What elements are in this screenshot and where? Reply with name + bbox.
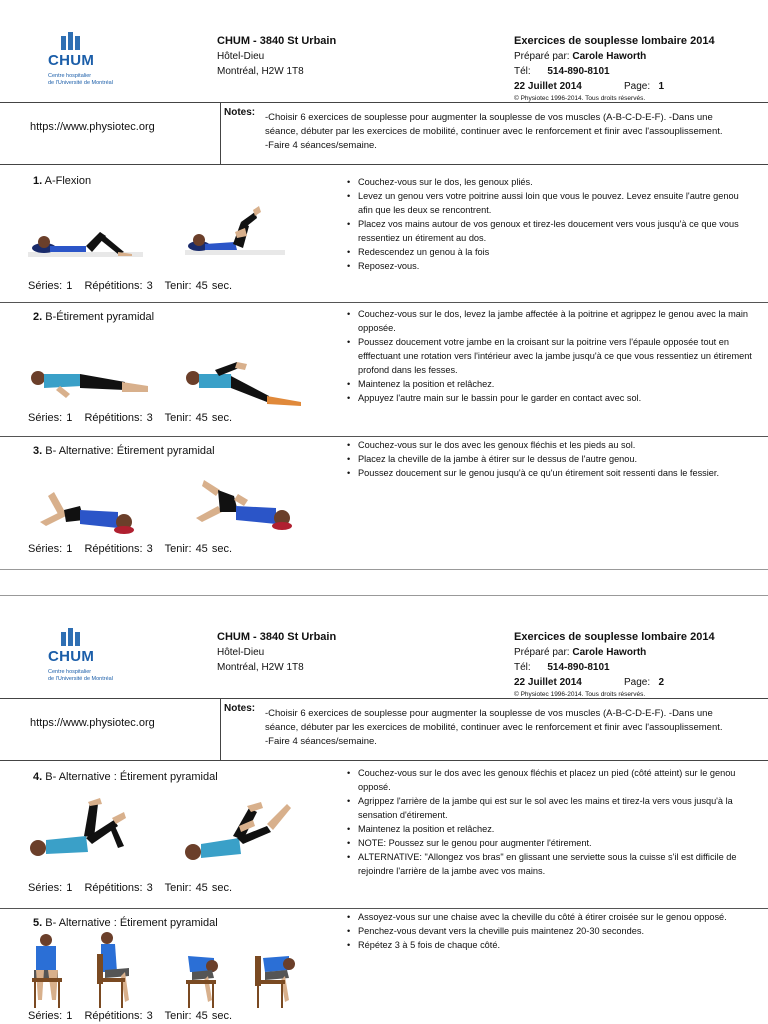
date-page-row	[514, 79, 764, 94]
page-indicator: Page: 2	[624, 677, 665, 688]
organization-address: Montréal, H2W 1T8	[217, 662, 304, 673]
date-page-row	[514, 675, 764, 690]
notes-row	[0, 698, 768, 761]
logo-word: CHUM	[48, 648, 95, 665]
exercise-5-figure-d	[253, 952, 297, 1012]
document-info	[514, 630, 764, 700]
page-header	[0, 596, 768, 696]
prepared-by: Préparé par: Carole Haworth	[514, 647, 647, 658]
logo-subtitle: Centre hospitalier de l'Université de Montréal	[48, 73, 113, 86]
document-date: 22 Juillet 2014	[514, 81, 582, 92]
exercise-5	[0, 908, 768, 1024]
telephone: Tél: 514-890-8101	[514, 66, 610, 77]
exercise-instructions: • Couchez-vous sur le dos, levez la jambe affectée à la poitrine et agrippez le genou avec la main opposée. • Poussez doucement votre jambe en la croisant sur la poitrine vers l'épaule opposée tout en efffectuant une rotation vers l'intérieur avec la jambe jusqu'à ce que vous ressentiez un étirement profond dans les fesses. • Maintenez la position et relâchez. • Appuyez l'autre main sur le bassin pour le garder en contact avec sol.	[345, 307, 755, 405]
organization-site: Hôtel-Dieu	[217, 51, 265, 62]
exercise-1-figure-a	[28, 196, 148, 266]
exercise-instructions: • Couchez-vous sur le dos avec les genoux fléchis et les pieds au sol. • Placez la cheville de la jambe à étirer sur le dessus de l'autre genou. • Poussez doucement sur le genou jusqu'à ce qu'un étirement soit ressenti dans le fessier.	[345, 438, 755, 480]
copyright: © Physiotec 1996-2014. Tous droits réservés.	[514, 95, 646, 102]
exercise-2	[0, 302, 768, 436]
logo-word: CHUM	[48, 52, 95, 69]
document-title: Exercices de souplesse lombaire 2014	[514, 35, 715, 47]
page-2	[0, 595, 768, 1024]
exercise-title: 1. A-Flexion	[33, 175, 92, 187]
exercise-title: 3. B- Alternative: Étirement pyramidal	[33, 445, 215, 457]
exercise-5-figure-a	[28, 934, 68, 1010]
organization-block	[217, 630, 336, 675]
exercise-title: 2. B-Étirement pyramidal	[33, 311, 155, 323]
telephone: Tél: 514-890-8101	[514, 662, 610, 673]
page-indicator: Page: 1	[624, 81, 665, 92]
chum-logo	[46, 28, 136, 92]
website-link[interactable]: https://www.physiotec.org	[30, 121, 155, 133]
document-info	[514, 34, 764, 104]
notes-divider	[220, 699, 221, 761]
notes-divider	[220, 103, 221, 165]
document-date: 22 Juillet 2014	[514, 677, 582, 688]
exercise-parameters: Séries: 1 Répétitions: 3 Tenir: 45 sec.	[28, 1010, 233, 1022]
exercise-1-figure-b	[185, 192, 295, 262]
exercise-2-figure-b	[185, 358, 310, 413]
exercise-parameters: Séries: 1 Répétitions: 3 Tenir: 45 sec.	[28, 882, 233, 894]
exercise-4	[0, 762, 768, 908]
notes-text: -Choisir 6 exercices de souplesse pour augmenter la souplesse de vos muscles (A-B-C-D-E-F). -Dans une séance, débuter par les exercices de mobilité, continuer avec le renforcement et finir avec l'assouplissement. -Faire 4 séances/semaine.	[265, 112, 723, 151]
exercise-title: 5. B- Alternative : Étirement pyramidal	[33, 917, 218, 929]
logo-subtitle: Centre hospitalier de l'Université de Montréal	[48, 669, 113, 682]
exercise-instructions: • Couchez-vous sur le dos avec les genoux fléchis et placez un pied (côté atteint) sur le genou opposé. • Agrippez l'arrière de la jambe qui est sur le sol avec les mains et tirez-la vers vous jusqu'à la sensation d'étirement. • Maintenez la position et relâchez. • NOTE: Poussez sur le genou pour augmenter l'étirement. • ALTERNATIVE: "Allongez vos bras" en glissant une serviette sous la cuisse s'il est difficile de rejoindre l'arrière de la jambe avec vos mains.	[345, 766, 755, 878]
exercise-4-figure-b	[183, 796, 298, 866]
exercise-parameters: Séries: 1 Répétitions: 3 Tenir: 45 sec.	[28, 412, 233, 424]
organization-site: Hôtel-Dieu	[217, 647, 265, 658]
notes-label: Notes:	[224, 107, 256, 118]
exercise-parameters: Séries: 1 Répétitions: 3 Tenir: 45 sec.	[28, 543, 233, 555]
document-title: Exercices de souplesse lombaire 2014	[514, 631, 715, 643]
notes-label: Notes:	[224, 703, 256, 714]
organization-name: CHUM - 3840 St Urbain	[217, 631, 337, 643]
organization-address: Montréal, H2W 1T8	[217, 66, 304, 77]
exercise-4-figure-a	[28, 796, 143, 866]
chum-logo	[46, 624, 136, 688]
exercise-5-figure-b	[95, 932, 137, 1010]
exercise-title: 4. B- Alternative : Étirement pyramidal	[33, 771, 218, 783]
exercise-parameters: Séries: 1 Répétitions: 3 Tenir: 45 sec.	[28, 280, 233, 292]
exercise-instructions: • Couchez-vous sur le dos, les genoux pliés. • Levez un genou vers votre poitrine aussi loin que vous le pouvez. Levez ensuite l'autre genou afin que les deux se rencontrent. • Placez vos mains autour de vos genoux et tirez-les doucement vers vous jusqu'à ce que vous ressentiez un étirement au dos. • Redescendez un genou à la fois • Reposez-vous.	[345, 175, 755, 273]
exercise-3	[0, 436, 768, 570]
website-link[interactable]: https://www.physiotec.org	[30, 717, 155, 729]
prepared-by: Préparé par: Carole Haworth	[514, 51, 647, 62]
exercise-5-figure-c	[182, 952, 222, 1012]
copyright: © Physiotec 1996-2014. Tous droits réservés.	[514, 691, 646, 698]
exercise-2-figure-a	[30, 364, 155, 409]
exercise-1	[0, 166, 768, 300]
organization-block	[217, 34, 336, 79]
exercise-instructions: • Assoyez-vous sur une chaise avec la cheville du côté à étirer croisée sur le genou opposé. • Penchez-vous devant vers la cheville puis maintenez 20-30 secondes. • Répétez 3 à 5 fois de chaque côté.	[345, 910, 755, 952]
notes-text: -Choisir 6 exercices de souplesse pour augmenter la souplesse de vos muscles (A-B-C-D-E-F). -Dans une séance, débuter par les exercices de mobilité, continuer avec le renforcement et finir avec l'assouplissement. -Faire 4 séances/semaine.	[265, 708, 723, 747]
exercise-3-figure-a	[36, 484, 136, 544]
exercise-3-figure-b	[194, 476, 294, 541]
notes-row	[0, 102, 768, 165]
page-header	[0, 0, 768, 100]
organization-name: CHUM - 3840 St Urbain	[217, 35, 337, 47]
